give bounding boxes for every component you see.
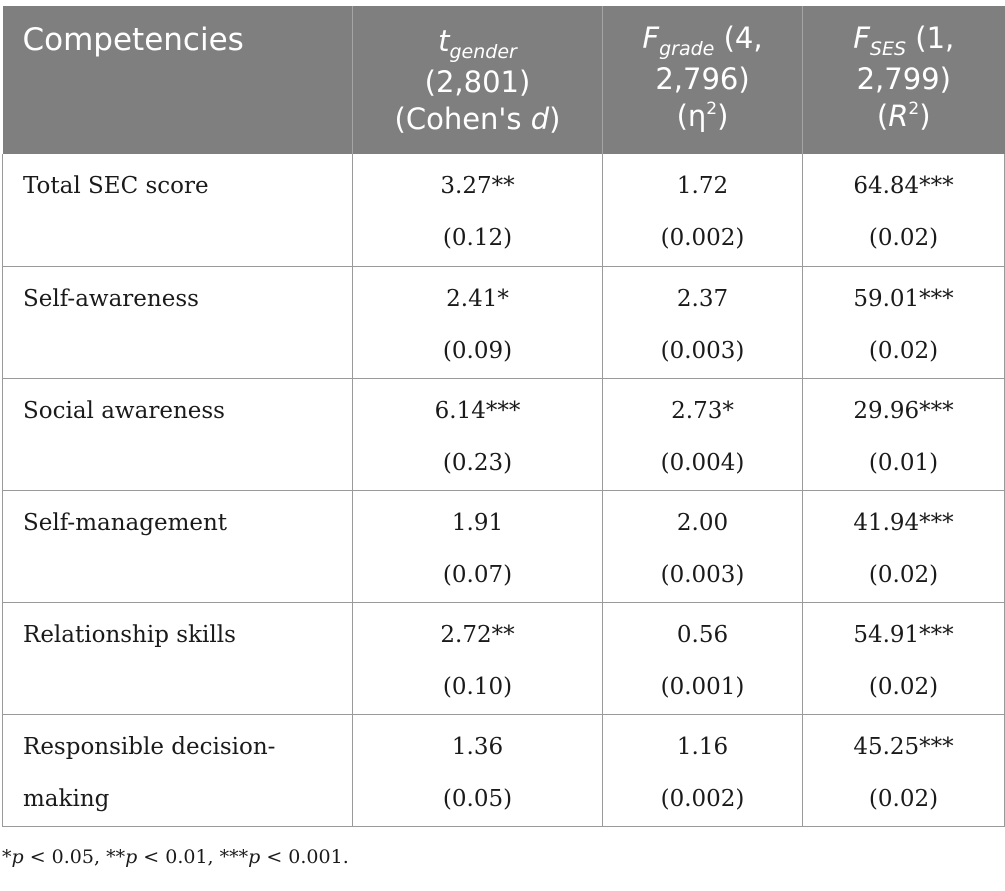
grade-stat: 1.72 [676, 173, 729, 199]
grade-effect: (0.004) [660, 449, 745, 476]
header-gender-df: (2,801) [424, 64, 531, 99]
header-ses-effect-sup: 2 [908, 99, 920, 119]
header-grade-subscript: grade [659, 38, 715, 60]
row-label-line1: Responsible decision- [23, 733, 276, 760]
gender-cell [353, 154, 603, 266]
header-ses-df2: 2,799) [856, 62, 951, 96]
gender-effect: (0.09) [442, 337, 513, 364]
ses-effect: (0.02) [868, 673, 939, 700]
grade-cell [603, 266, 803, 378]
ses-stat: 59.01*** [853, 285, 954, 312]
ses-cell [803, 490, 1005, 602]
footnote-threshold-3: < 0.001. [260, 846, 349, 868]
competency-results-table [2, 6, 1005, 827]
grade-cell [603, 154, 803, 266]
row-label [3, 266, 353, 378]
header-grade-effect-sup: 2 [706, 99, 718, 119]
header-ses-effect-open: ( [876, 99, 889, 133]
table-footnote [2, 846, 349, 868]
header-ses-subscript: SES [869, 38, 907, 60]
gender-cell [353, 602, 603, 714]
ses-effect: (0.02) [868, 561, 939, 588]
grade-stat: 2.73* [671, 397, 734, 424]
table-row [3, 154, 1005, 266]
ses-stat: 64.84*** [853, 173, 954, 199]
row-label-text: Self-awareness [23, 285, 199, 312]
row-label [3, 602, 353, 714]
footnote-p-1: p [11, 846, 24, 868]
header-gender-effect-symbol: d [530, 101, 550, 136]
gender-cell [353, 378, 603, 490]
ses-cell [803, 378, 1005, 490]
grade-effect: (0.001) [660, 673, 745, 700]
ses-cell [803, 266, 1005, 378]
header-gender-subscript: gender [449, 40, 517, 63]
grade-cell [603, 602, 803, 714]
grade-effect: (0.002) [660, 225, 745, 251]
table-row [3, 266, 1005, 378]
footnote-stars-3: *** [219, 846, 249, 868]
grade-cell [603, 714, 803, 826]
header-ses-effect-close: ) [919, 99, 931, 133]
row-label-text: Social awareness [23, 397, 225, 424]
header-grade-effect-close: ) [717, 99, 729, 133]
footnote-stars-2: ** [106, 846, 126, 868]
header-ses-effect [813, 98, 995, 140]
gender-stat: 2.41* [446, 285, 509, 312]
grade-stat: 0.56 [676, 621, 729, 648]
ses-stat: 41.94*** [853, 509, 954, 536]
grade-effect: (0.003) [660, 337, 745, 364]
grade-effect: (0.003) [660, 561, 745, 588]
ses-cell [803, 154, 1005, 266]
header-grade-df1: (4, [723, 21, 763, 55]
header-ses-effect-symbol: R [888, 99, 909, 133]
grade-stat: 2.00 [676, 509, 729, 536]
header-row [3, 6, 1005, 154]
header-competencies [3, 6, 353, 154]
header-gender [353, 6, 603, 154]
header-grade [603, 6, 803, 154]
ses-effect: (0.02) [868, 225, 939, 251]
ses-cell [803, 602, 1005, 714]
row-label [3, 378, 353, 490]
header-grade-effect-open: (η [676, 99, 707, 133]
footnote-stars-1: * [2, 846, 12, 868]
gender-stat: 6.14*** [434, 397, 521, 424]
header-gender-effect-suffix: ) [549, 101, 561, 136]
ses-stat: 45.25*** [853, 733, 954, 760]
header-gender-effect-prefix: (Cohen's [394, 101, 531, 136]
header-gender-effect [363, 101, 592, 138]
header-grade-symbol: F [642, 21, 660, 55]
table-row [3, 490, 1005, 602]
footnote-threshold-2: < 0.01, [137, 846, 220, 868]
grade-effect: (0.002) [660, 785, 745, 812]
gender-effect: (0.12) [442, 225, 513, 251]
row-label-text: Relationship skills [23, 621, 236, 648]
header-grade-df2: 2,796) [655, 62, 750, 96]
grade-stat: 2.37 [676, 285, 729, 312]
header-gender-line1 [363, 23, 592, 64]
header-ses-line1 [813, 20, 995, 61]
gender-stat: 1.91 [451, 509, 504, 536]
ses-cell [803, 714, 1005, 826]
ses-effect: (0.02) [868, 785, 939, 812]
header-gender-symbol: t [438, 23, 450, 58]
header-grade-line1 [613, 20, 792, 61]
row-label-text: Self-management [23, 509, 228, 536]
ses-stat: 29.96*** [853, 397, 954, 424]
ses-effect: (0.02) [868, 337, 939, 364]
ses-effect: (0.01) [868, 449, 939, 476]
header-ses [803, 6, 1005, 154]
row-label [3, 490, 353, 602]
table-row [3, 714, 1005, 826]
grade-cell [603, 490, 803, 602]
header-ses-symbol: F [853, 21, 870, 55]
footnote-threshold-1: < 0.05, [23, 846, 107, 868]
gender-cell [353, 714, 603, 826]
gender-effect: (0.23) [442, 449, 513, 476]
ses-stat: 54.91*** [853, 621, 954, 648]
row-label [3, 154, 353, 266]
gender-cell [353, 266, 603, 378]
gender-effect: (0.05) [442, 785, 513, 812]
gender-effect: (0.07) [442, 561, 513, 588]
table-row [3, 602, 1005, 714]
table-row [3, 378, 1005, 490]
row-label [3, 714, 353, 826]
header-grade-effect [613, 98, 792, 140]
results-table-container [2, 6, 1004, 827]
row-label-line2: making [23, 785, 110, 812]
header-ses-df1: (1, [915, 21, 955, 55]
grade-stat: 1.16 [676, 733, 729, 760]
row-label-text [23, 721, 332, 825]
gender-cell [353, 490, 603, 602]
gender-stat: 3.27** [440, 173, 515, 199]
gender-effect: (0.10) [442, 673, 513, 700]
row-label-text: Total SEC score [23, 173, 209, 199]
header-competencies-label: Competencies [22, 22, 244, 58]
gender-stat: 2.72** [440, 621, 515, 648]
gender-stat: 1.36 [451, 733, 504, 760]
grade-cell [603, 378, 803, 490]
footnote-p-2: p [125, 846, 138, 868]
footnote-p-3: p [248, 846, 261, 868]
